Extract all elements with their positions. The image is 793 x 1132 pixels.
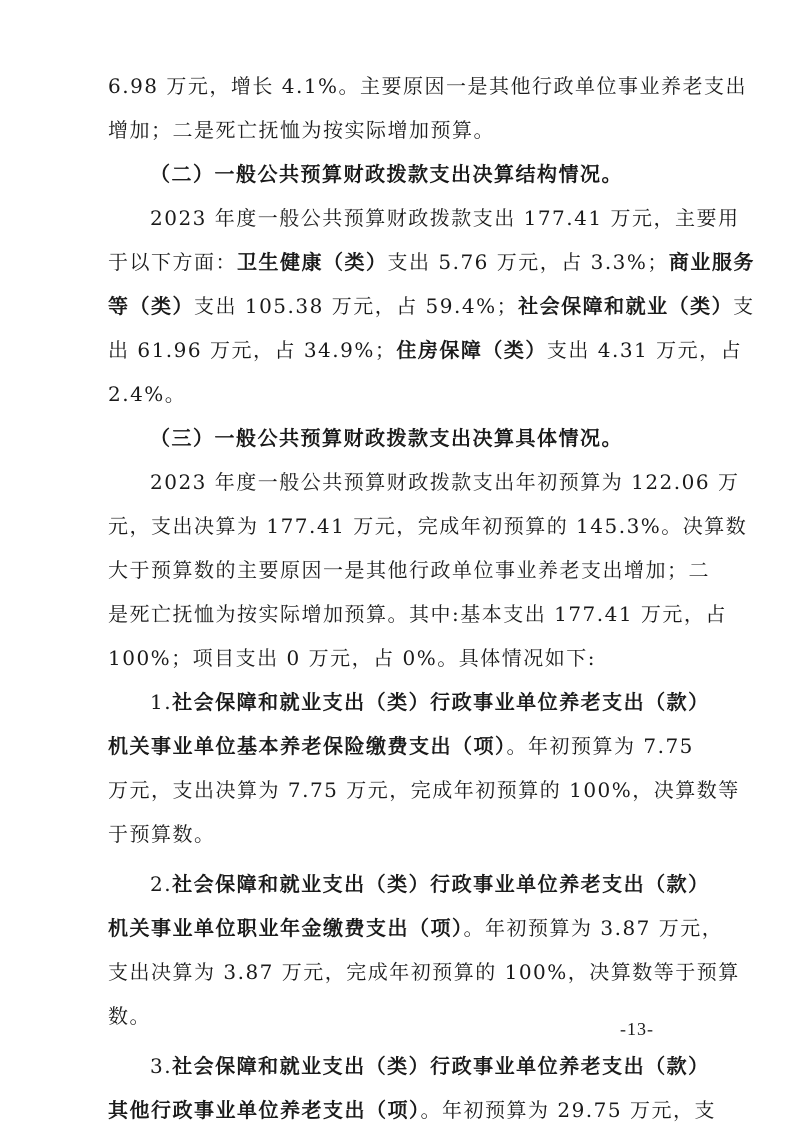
text-line [108,108,693,152]
text-run: 大于预算数的主要原因一是其他行政单位事业养老支出增加；二 [108,558,710,582]
text-run: 于预算数。 [108,822,216,846]
text-run: 6.98 万元，增长 4.1%。主要原因一是其他行政单位事业养老支出 [108,74,748,98]
text-line [108,592,727,636]
text-run: 支出决算为 3.87 万元，完成年初预算的 100%，决算数等于预算 [108,960,740,984]
bold-text: 社会保障和就业支出（类）行政事业单位养老支出（款） [172,690,710,714]
bold-text: 社会保障和就业支出（类）行政事业单位养老支出（款） [172,1054,710,1078]
bold-text: （二）一般公共预算财政拨款支出决算结构情况。 [150,162,623,186]
text-line [108,724,693,768]
text-line [108,768,740,812]
text-run: 支出 5.76 万元，占 3.3%； [387,250,669,274]
bold-text: 机关事业单位基本养老保险缴费支出（项） [108,734,507,758]
text-line [108,994,693,1038]
text-line [108,240,755,284]
text-line [108,548,710,592]
bold-text: 机关事业单位职业年金缴费支出（项） [108,916,464,940]
text-line [108,284,755,328]
text-line [108,636,693,680]
text-run: 2023 年度一般公共预算财政拨款支出 177.41 万元，主要用 [150,206,740,230]
text-line [108,152,693,196]
bold-text: 社会保障和就业支出（类）行政事业单位养老支出（款） [172,872,710,896]
text-line [108,862,710,906]
text-run: 。年初预算为 29.75 万元，支 [420,1098,716,1122]
text-run: 支 [733,294,755,318]
text-line [108,504,748,548]
text-line [108,372,693,416]
text-run: 。年初预算为 3.87 万元， [463,916,724,940]
text-run: 1. [150,690,173,714]
text-line [108,328,743,372]
text-run: 2.4%。 [108,382,187,406]
bold-text: 社会保障和就业（类） [518,294,734,318]
text-line [108,196,740,240]
text-run: 3. [150,1054,173,1078]
text-run: 于以下方面： [108,250,237,274]
text-line [108,460,740,504]
text-run: 2. [150,872,173,896]
page-number: -13- [620,1019,654,1039]
text-line [108,416,693,460]
bold-text: 商业服务 [668,250,755,274]
bold-text: 其他行政事业单位养老支出（项） [108,1098,421,1122]
text-line [108,64,748,108]
text-run: 100%；项目支出 0 万元，占 0%。具体情况如下: [108,646,596,670]
document-body [108,64,755,1132]
text-run: 万元，支出决算为 7.75 万元，完成年初预算的 100%，决算数等 [108,778,740,802]
text-line [108,906,724,950]
bold-text: 卫生健康（类） [237,250,388,274]
text-run: 出 61.96 万元，占 34.9%； [108,338,397,362]
text-run: 。年初预算为 7.75 [506,734,694,758]
text-run: 元，支出决算为 177.41 万元，完成年初预算的 145.3%。决算数 [108,514,748,538]
text-line [108,1044,710,1088]
text-run: 数。 [108,1004,151,1028]
text-line [108,950,740,994]
bold-text: 等（类） [108,294,194,318]
text-run: 增加；二是死亡抚恤为按实际增加预算。 [108,118,495,142]
text-line [108,1088,716,1132]
text-run: 是死亡抚恤为按实际增加预算。其中:基本支出 177.41 万元，占 [108,602,727,626]
bold-text: 住房保障（类） [396,338,547,362]
text-run: 支出 105.38 万元，占 59.4%； [194,294,519,318]
text-line [108,812,693,856]
text-run: 支出 4.31 万元，占 [546,338,743,362]
text-run: 2023 年度一般公共预算财政拨款支出年初预算为 122.06 万 [150,470,740,494]
text-line [108,680,710,724]
bold-text: （三）一般公共预算财政拨款支出决算具体情况。 [150,426,623,450]
